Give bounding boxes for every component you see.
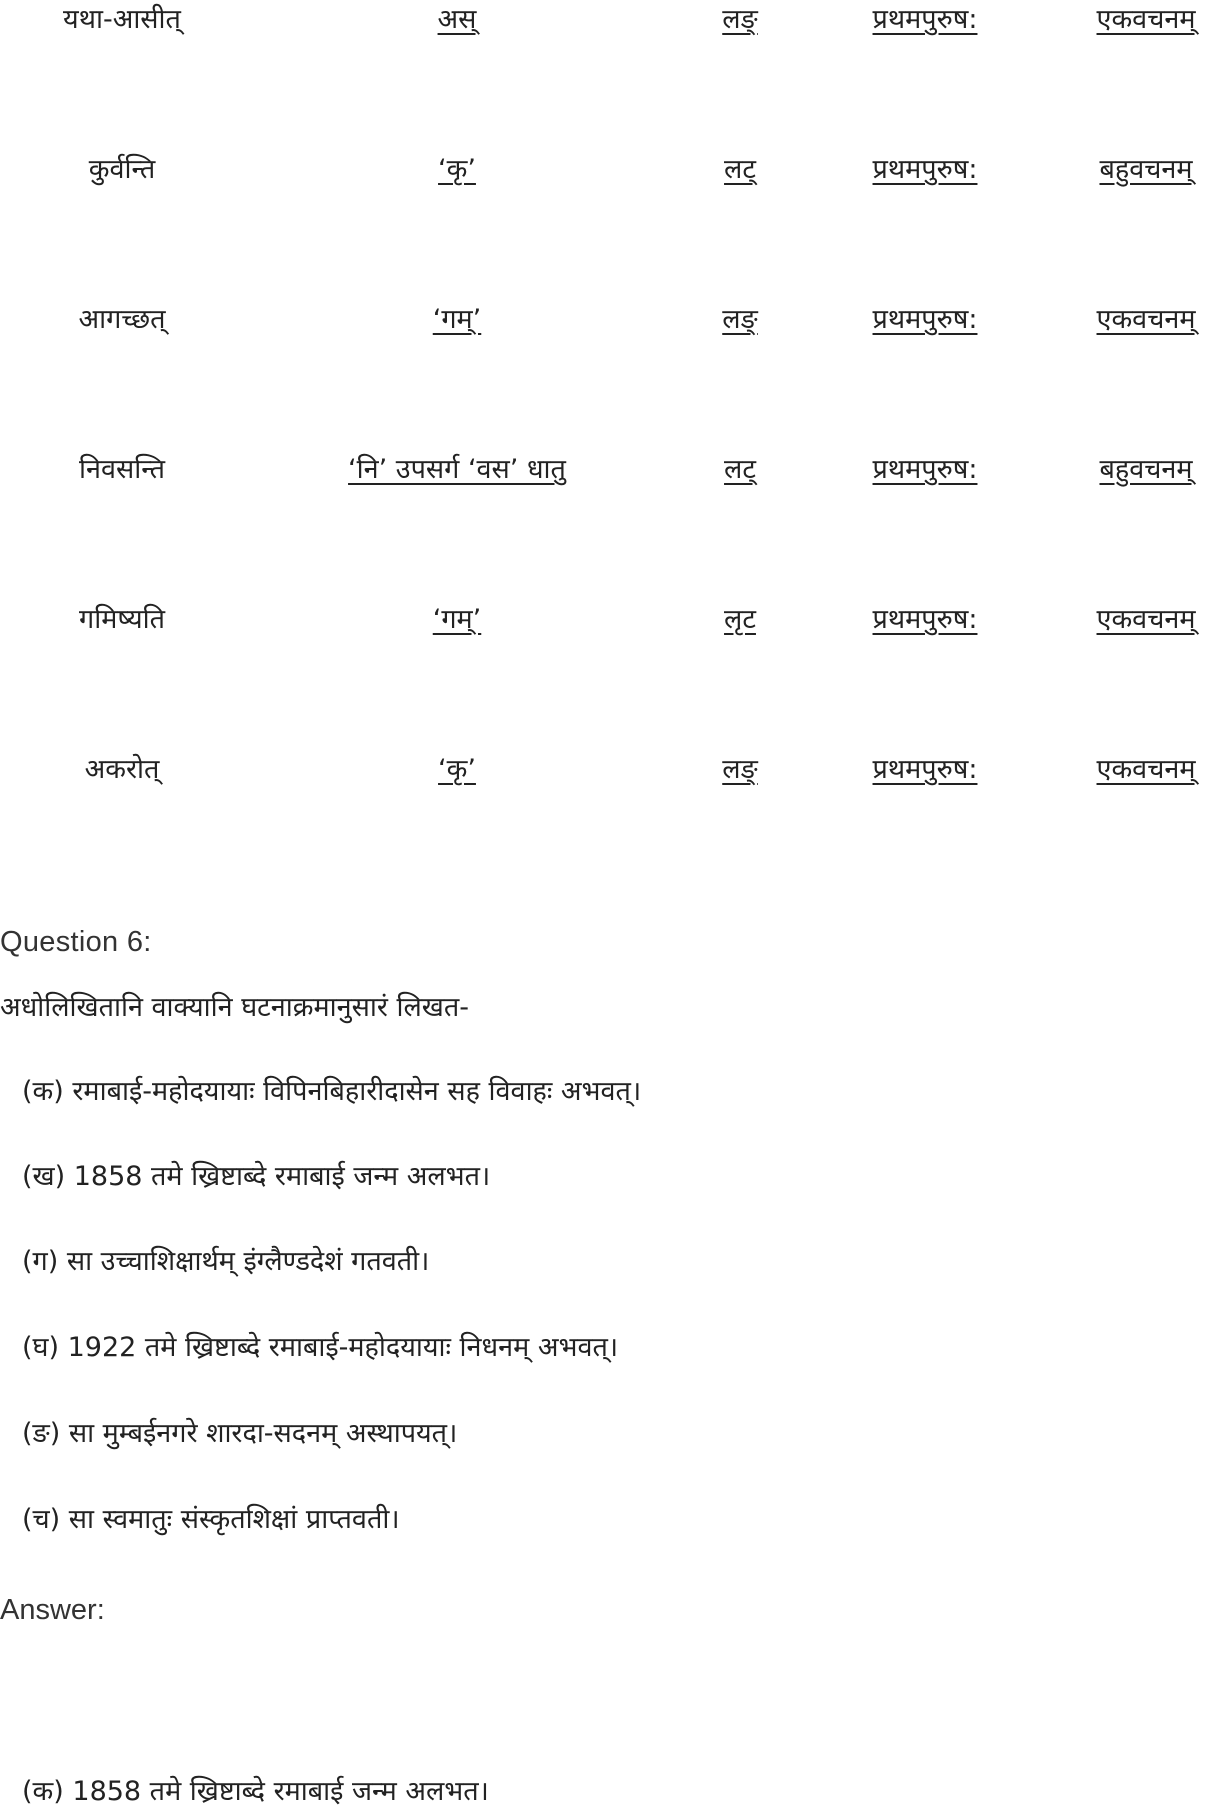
purusha-cell: प्रथमपुरुष:	[872, 4, 978, 35]
lakara-cell: लट्	[724, 454, 756, 485]
lakara-cell: लृट	[724, 604, 756, 635]
word-cell: कुर्वन्ति	[88, 154, 156, 185]
table-row	[0, 450, 1205, 500]
word-cell: अकरोत्	[84, 754, 160, 785]
dhatu-cell: ‘कृ’	[438, 154, 476, 185]
answer-label: Answer:	[0, 1594, 105, 1626]
table-row	[0, 0, 1205, 50]
dhatu-cell: अस्	[437, 4, 477, 35]
dhatu-cell: ‘कृ’	[438, 754, 476, 785]
question-option: (क) रमाबाई-महोदयायाः विपिनबिहारीदासेन सह विवाहः अभवत्।	[22, 1076, 642, 1107]
purusha-cell: प्रथमपुरुष:	[872, 754, 978, 785]
table-row	[0, 600, 1205, 650]
question-option: (ग) सा उच्चाशिक्षार्थम् इंग्लैण्डदेशं गतवती।	[22, 1246, 430, 1277]
vachana-cell: एकवचनम्	[1096, 304, 1196, 335]
word-cell: निवसन्ति	[79, 454, 165, 485]
question-instruction: अधोलिखितानि वाक्यानि घटनाक्रमानुसारं लिखत-	[0, 992, 470, 1023]
answer-line: (क) 1858 तमे ख्रिष्टाब्दे रमाबाई जन्म अलभत।	[22, 1776, 489, 1807]
word-cell: यथा-आसीत्	[63, 4, 181, 35]
question-option: (घ) 1922 तमे ख्रिष्टाब्दे रमाबाई-महोदयायाः निधनम् अभवत्।	[22, 1332, 619, 1363]
vachana-cell: एकवचनम्	[1096, 4, 1196, 35]
purusha-cell: प्रथमपुरुष:	[872, 604, 978, 635]
table-row	[0, 750, 1205, 800]
vachana-cell: एकवचनम्	[1096, 754, 1196, 785]
vachana-cell: बहुवचनम्	[1099, 454, 1193, 485]
word-cell: आगच्छत्	[78, 304, 166, 335]
purusha-cell: प्रथमपुरुष:	[872, 154, 978, 185]
table-row	[0, 300, 1205, 350]
table-row	[0, 150, 1205, 200]
question-option: (ख) 1858 तमे ख्रिष्टाब्दे रमाबाई जन्म अलभत।	[22, 1161, 491, 1192]
lakara-cell: लट्	[724, 154, 756, 185]
question-option: (ङ) सा मुम्बईनगरे शारदा-सदनम् अस्थापयत्।	[22, 1418, 458, 1449]
purusha-cell: प्रथमपुरुष:	[872, 454, 978, 485]
dhatu-cell: ‘गम्’	[432, 604, 482, 635]
question-label: Question 6:	[0, 926, 152, 958]
dhatu-cell: ‘नि’ उपसर्ग ‘वस’ धातु	[348, 454, 566, 485]
lakara-cell: लङ्	[722, 4, 758, 35]
lakara-cell: लङ्	[722, 754, 758, 785]
vachana-cell: एकवचनम्	[1096, 604, 1196, 635]
lakara-cell: लङ्	[722, 304, 758, 335]
purusha-cell: प्रथमपुरुष:	[872, 304, 978, 335]
question-option: (च) सा स्वमातुः संस्कृतशिक्षां प्राप्तवती।	[22, 1504, 400, 1535]
vachana-cell: बहुवचनम्	[1099, 154, 1193, 185]
word-cell: गमिष्यति	[79, 604, 165, 635]
dhatu-cell: ‘गम्’	[432, 304, 482, 335]
